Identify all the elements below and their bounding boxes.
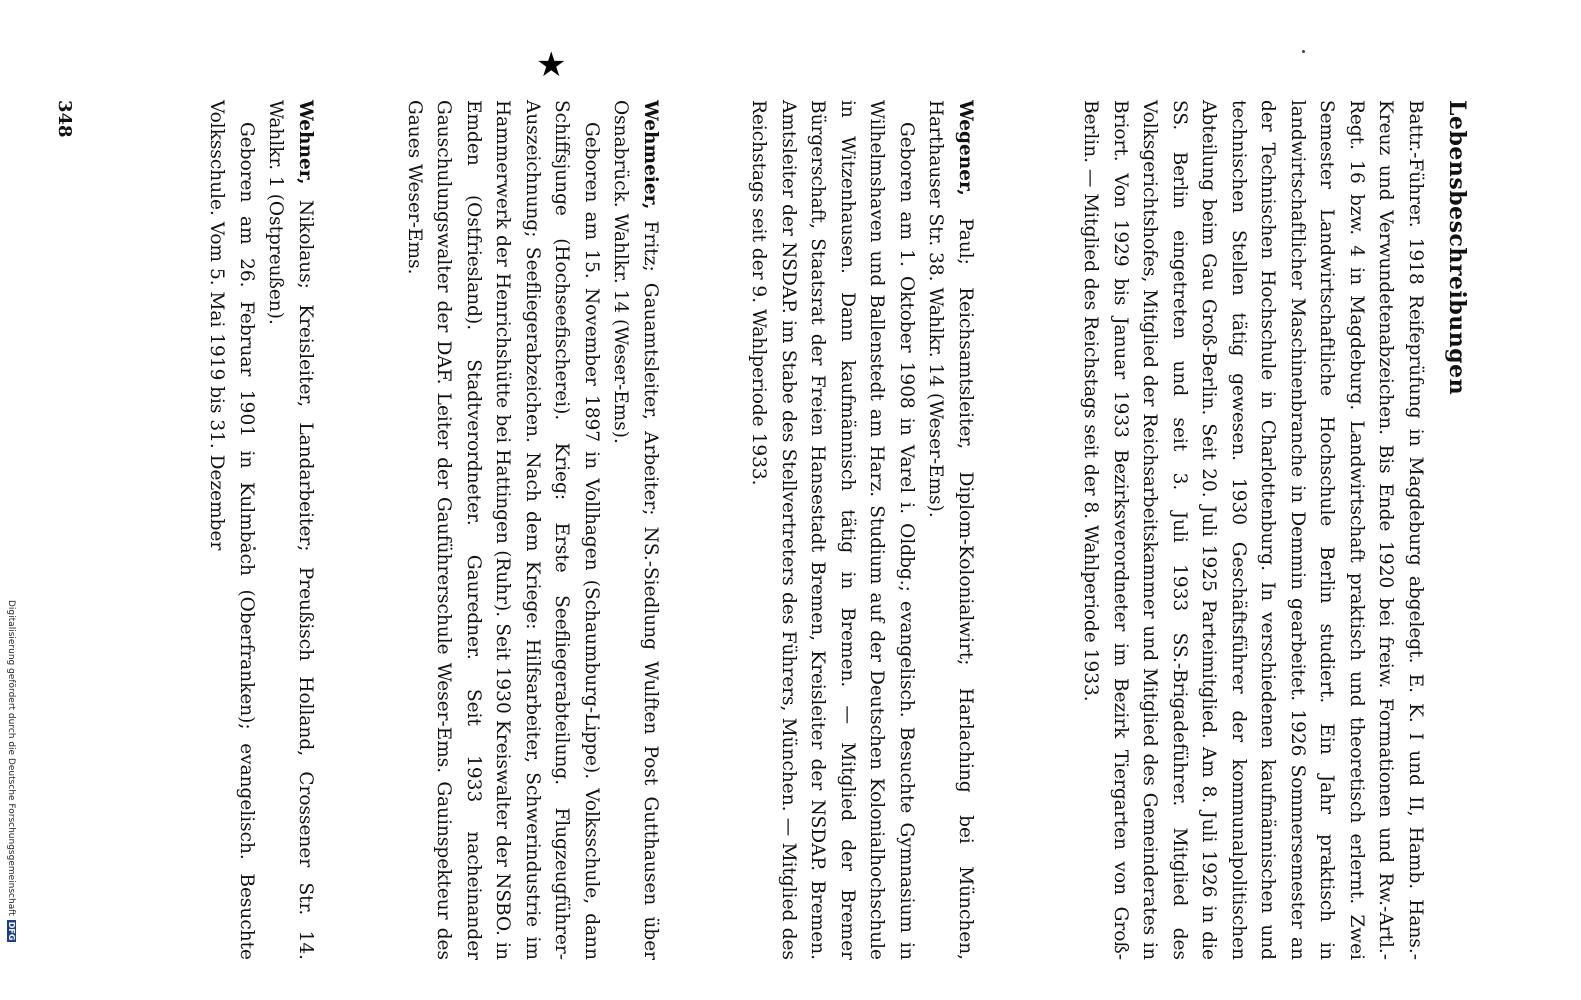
entry-name: Wehmeier, <box>640 100 661 210</box>
dfg-logo-icon: DFG <box>7 921 16 941</box>
entry-text: Nikolaus; Kreisleiter, Landarbeiter; Preußisch Holland, Crossener Str. 14. Wahlkr. 1 (Ostpreußen). <box>265 100 316 960</box>
entry-text: Battr.-Führer. 1918 Reifeprüfung in Magdeburg abgelegt. E. K. I und II, Hamb. Hans.-Kreuz und Verwundetenabzeichen. Bis Ende 1920 bei freiw. Formationen und Rw.-Artl.-Regt. 16 bzw. 4 in Magdeburg. Landwirtschaft praktisch und theoretisch erlernt. Zwei Semester Landwirtschaftliche Hochschule Berlin studiert. Ein Jahr praktisch in landwirtschaftlicher Maschinenbranche in Demmin gearbeitet. 1926 Sommersemester an der Technischen Hochschule in Charlottenburg. In verschiedenen kaufmännischen und technischen Stellen tätig gewesen. 1930 Geschäftsführer der kommunalpolitischen Abteilung beim Gau Groß-Berlin. Seit 20. Juli 1925 Parteimitglied. Am 8. Juli 1926 in die SS. Berlin eingetreten und seit 3. Juli 1933 SS.-Brigadeführer. Mitglied des Volksgerichtshofes, Mitglied der Reichsarbeitskammer und Mitglied des Gemeinderates in Briort. Von 1929 bis Januar 1933 Bezirksverordneter im Bezirk Tiergarten von Groß-Berlin. — Mitglied des Reichstags seit der 8. Wahlperiode 1933. <box>1080 100 1426 960</box>
entry-wegener <box>744 100 980 960</box>
entry-name: Wegener, <box>955 100 976 196</box>
credit-text: Digitalisierung gefördert durch die Deutsche Forschungsgemeinschaft <box>6 600 16 916</box>
entry-continuation <box>1076 100 1430 960</box>
entry-wehner <box>202 100 320 960</box>
digitization-credit <box>0 0 20 1000</box>
entry-header-paragraph <box>606 100 665 960</box>
entry-wehmeier <box>400 100 666 960</box>
entry-biography: Geboren am 26. Februar 1901 in Kulmbach (Oberfranken); evangelisch. Besuchte Volksschule. Vom 5. Mai 1919 bis 31. Dezember <box>206 100 257 960</box>
entry-text: Fritz; Gauamtsleiter, Arbeiter; NS.-Siedlung Wulften Post Gutthausen über Osnabrück. Wahlkr. 14 (Weser-Ems). <box>610 100 661 960</box>
running-head: Lebensbeschreibungen <box>1444 100 1470 396</box>
rotated-page-content <box>54 100 1470 960</box>
page-number: 348 <box>54 100 75 138</box>
entry-biography: Geboren am 1. Oktober 1908 in Varel i. Oldbg.; evangelisch. Besuchte Gymnasium in Wilhelmshaven und Ballenstedt am Harz. Studium auf der Deutschen Kolonialhochschule in Witzenhausen. Dann kaufmännisch tätig in Bremen. — Mitglied der Bremer Bürgerschaft, Staatsrat der Freien Hansestadt Bremen, Kreisleiter der NSDAP. Bremen. Amtsleiter der NSDAP. im Stabe des Stellvertreters des Führers, München. — Mitglied des Reichstags seit der 9. Wahlperiode 1933. <box>748 100 917 960</box>
digitization-credit-text <box>6 600 16 942</box>
entry-biography: Geboren am 15. November 1897 in Vollhagen (Schaumburg-Lippe). Volksschule, dann Schiffsjunge (Hochseefischerei). Krieg: Erste Seefliegerabteilung. Flugzeugführer-Auszeichnung; Seefliegerabzeichen. Nach dem Kriege: Hilfsarbeiter, Schwerindustrie im Hammerwerk der Henrichshütte bei Hattingen (Ruhr). Seit 1930 Kreiswalter der NSBO. in Emden (Ostfriesland). Stadtverordneter. Gauredner. Seit 1933 nacheinander Gauschulungswalter der DAF. Leiter der Gauführerschule Weser-Ems. Gauinspekteur des Gaues Weser-Ems. <box>404 100 602 960</box>
entry-name: Wehner, <box>295 100 316 185</box>
entry-text: Paul; Reichsamtsleiter, Diplom-Kolonialwirt; Harlaching bei München, Harthauser Str. 38. Wahlkr. 14 (Weser-Ems). <box>925 100 976 960</box>
entry-header-paragraph <box>261 100 320 960</box>
star-mark: ★ <box>536 45 567 85</box>
speck-mark <box>1302 50 1305 53</box>
entry-header-paragraph <box>921 100 980 960</box>
